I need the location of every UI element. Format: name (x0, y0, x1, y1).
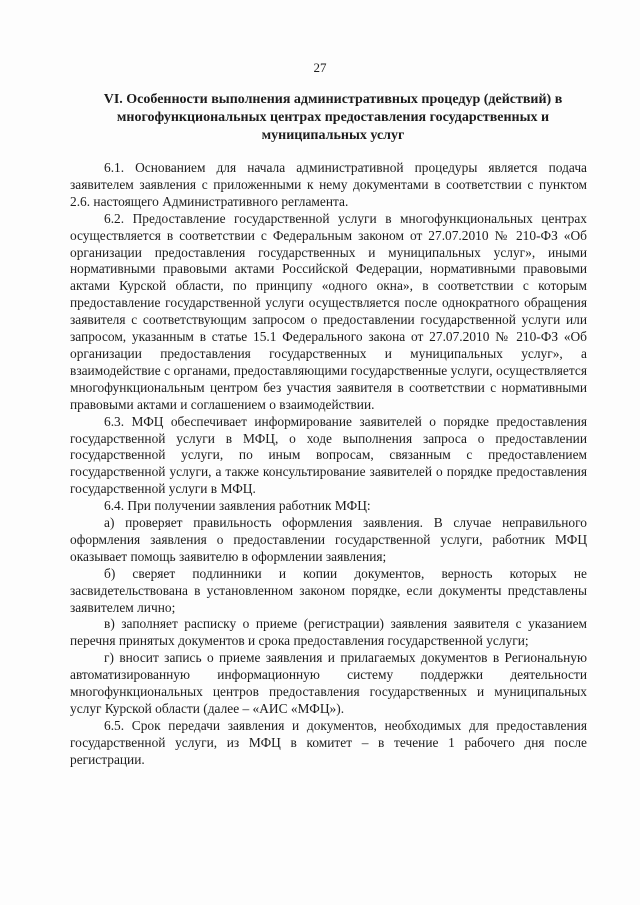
paragraph-6-4-b: б) сверяет подлинники и копии документов, верность которых не засвидетельствована в установленном законом порядке, если документы представлены заявителем лично; (70, 565, 587, 615)
paragraph-6-3: 6.3. МФЦ обеспечивает информирование заявителей о порядке предоставления государственной услуги в МФЦ, о ходе выполнения запроса о предоставлении государственной услуги, по иным вопросам, связанным с предоставлением государственной услуги, а также консультирование заявителей о порядке предоставления государственной услуги в МФЦ. (70, 413, 587, 497)
paragraph-6-2: 6.2. Предоставление государственной услуги в многофункциональных центрах осуществляется в соответствии с Федеральным законом от 27.07.2010 № 210-ФЗ «Об организации предоставления государственных и муниципальных услуг», иными нормативными правовыми актами Российской Федерации, нормативными правовыми актами Курской области, по принципу «одного окна», в соответствии с которым предоставление государственной услуги осуществляется после однократного обращения заявителя с соответствующим запросом о предоставлении государственной услуги или запросом, указанным в статье 15.1 Федерального закона от 27.07.2010 № 210-ФЗ «Об организации предоставления государственных и муниципальных услуг», а взаимодействие с органами, предоставляющими государственные услуги, осуществляется многофункциональным центром без участия заявителя в соответствии с нормативными правовыми актами и соглашением о взаимодействии. (70, 210, 587, 412)
paragraph-6-4-d: г) вносит запись о приеме заявления и прилагаемых документов в Региональную автоматизированную информационную систему поддержки деятельности многофункциональных центров предоставления государственных и муниципальных услуг Курской области (далее – «АИС «МФЦ»). (70, 650, 587, 716)
paragraph-6-1: 6.1. Основанием для начала административной процедуры является подача заявителем заявления с приложенными к нему документами в соответствии с пунктом 2.6. настоящего Административного регламента. (70, 160, 587, 209)
document-body (70, 160, 587, 769)
paragraph-6-4-a: а) проверяет правильность оформления заявления. В случае неправильного оформления заявления о предоставлении государственной услуги, работник МФЦ оказывает помощь заявителю в оформлении заявления; (70, 515, 587, 564)
paragraph-6-4: 6.4. При получении заявления работник МФЦ: (104, 498, 371, 514)
paragraph-6-5: 6.5. Срок передачи заявления и документов, необходимых для предоставления государственной услуги, из МФЦ в комитет – в течение 1 рабочего дня после регистрации. (70, 717, 587, 767)
section-title: VI. Особенности выполнения административных процедур (действий) в многофункциональных центрах предоставления государственных и муниципальных услуг (103, 92, 563, 143)
page-number: 27 (313, 60, 327, 75)
paragraph-6-4-c: в) заполняет расписку о приеме (регистрации) заявления заявителя с указанием перечня принятых документов и срока предоставления государственной услуги; (70, 616, 587, 649)
